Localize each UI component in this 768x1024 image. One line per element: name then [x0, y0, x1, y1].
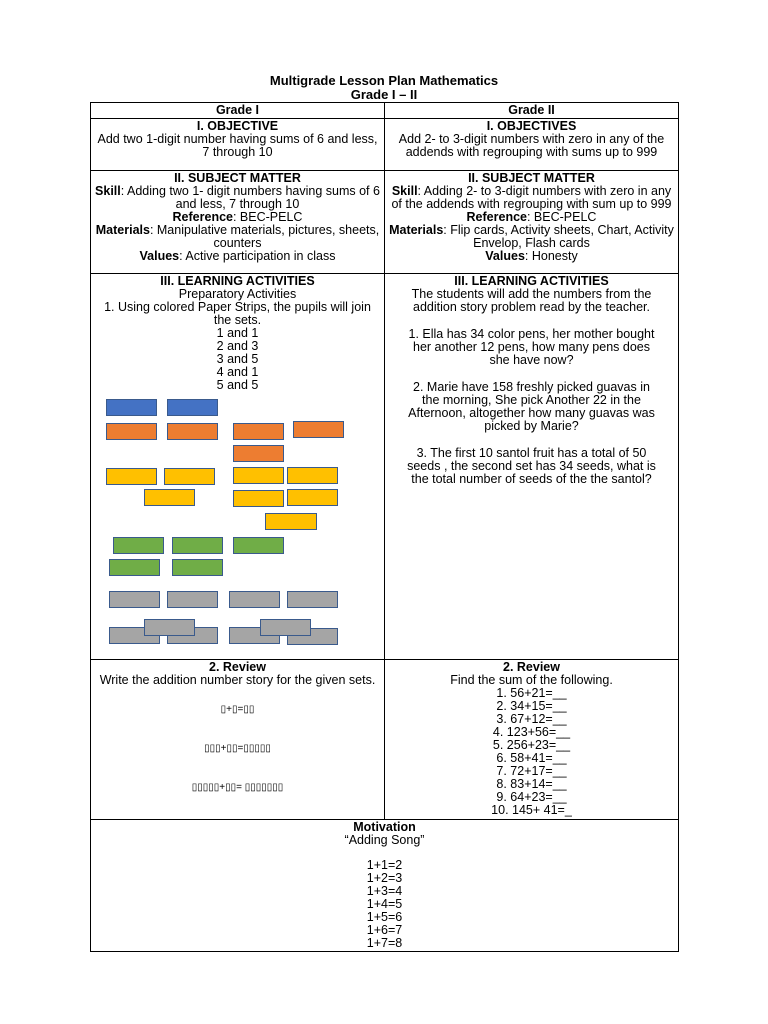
- motivation-heading: Motivation: [353, 820, 416, 834]
- green-strip: [172, 537, 223, 554]
- blue-strip: [106, 399, 157, 416]
- grade2-review-text: Find the sum of the following.: [450, 673, 613, 687]
- grade2-objective-text: Add 2- to 3-digit numbers with zero in any of the addends with regrouping with sums up to 999: [398, 132, 665, 159]
- grade2-subject-heading: II. SUBJECT MATTER: [468, 171, 595, 185]
- sum-item: 3. 67+12=__: [496, 712, 567, 726]
- grade2-reference: : BEC-PELC: [526, 210, 597, 224]
- yellow-strip: [164, 468, 215, 485]
- gray-strip: [167, 591, 218, 608]
- orange-strip: [106, 423, 157, 440]
- yellow-strip: [287, 467, 338, 484]
- song-line: 1+7=8: [366, 936, 403, 950]
- grade1-review-set-2: ▯▯▯+▯▯=▯▯▯▯▯: [204, 743, 271, 754]
- grade1-materials: : Manipulative materials, pictures, sheets, counters: [149, 223, 380, 250]
- song-line: 1+2=3: [366, 871, 403, 885]
- grade2-materials-label: Materials: [389, 223, 444, 237]
- grade2-skill: : Adding 2- to 3-digit numbers with zero in any of the addends with regrouping with sum up to 999: [391, 184, 672, 211]
- grade1-reference: : BEC-PELC: [232, 210, 303, 224]
- motivation-cell: [91, 820, 679, 952]
- sum-item: 9. 64+23=__: [496, 790, 567, 804]
- story-problem-1: 1. Ella has 34 color pens, her mother bought her another 12 pens, how many pens does she have now?: [408, 327, 655, 367]
- grade2-objective-cell: [385, 119, 679, 171]
- grade2-materials: : Flip cards, Activity sheets, Chart, Activity Envelop, Flash cards: [443, 223, 674, 250]
- grade2-learning-intro: The students will add the numbers from the addition story problem read by the teacher.: [411, 287, 652, 314]
- grade1-header: Grade I: [215, 103, 260, 117]
- grade2-values: : Honesty: [524, 249, 578, 263]
- song-line: 1+3=4: [366, 884, 403, 898]
- grade1-subject-cell: [91, 171, 385, 274]
- sum-item: 4. 123+56=__: [492, 725, 571, 739]
- sum-item: 6. 58+41=__: [496, 751, 567, 765]
- grade1-set-1: 1 and 1: [216, 326, 259, 340]
- orange-strip: [293, 421, 344, 438]
- song-line: 1+6=7: [366, 923, 403, 937]
- grade1-skill-label: Skill: [95, 184, 121, 198]
- grade1-set-4: 4 and 1: [216, 365, 259, 379]
- grade1-materials-label: Materials: [95, 223, 150, 237]
- grade2-learning-cell: [385, 274, 679, 660]
- sum-item: 5. 256+23=__: [492, 738, 571, 752]
- grade1-prep-instruction: 1. Using colored Paper Strips, the pupils will join the sets.: [104, 300, 371, 327]
- song-title: “Adding Song”: [344, 833, 425, 847]
- grade1-values: : Active participation in class: [179, 249, 336, 263]
- grade1-review-set-3: ▯▯▯▯▯+▯▯= ▯▯▯▯▯▯▯: [191, 782, 284, 793]
- gray-strip: [287, 591, 338, 608]
- gray-strip: [229, 591, 280, 608]
- grade2-header: Grade II: [508, 103, 555, 117]
- grade2-subject-cell: [385, 171, 679, 274]
- song-line: 1+4=5: [366, 897, 403, 911]
- paper-strips-illustration: [95, 392, 380, 654]
- gray-strip: [144, 619, 195, 636]
- green-strip: [109, 559, 160, 576]
- story-problem-list: [389, 328, 674, 486]
- yellow-strip: [287, 489, 338, 506]
- grade1-learning-cell: [91, 274, 385, 660]
- grade1-set-2: 2 and 3: [216, 339, 259, 353]
- grade1-objective-cell: [91, 119, 385, 171]
- green-strip: [233, 537, 284, 554]
- blue-strip: [167, 399, 218, 416]
- grade1-header-cell: [91, 103, 385, 119]
- yellow-strip: [233, 490, 284, 507]
- yellow-strip: [144, 489, 195, 506]
- document-title: Multigrade Lesson Plan Mathematics: [269, 73, 499, 88]
- grade2-skill-label: Skill: [391, 184, 418, 198]
- green-strip: [113, 537, 164, 554]
- song-line: 1+1=2: [366, 858, 403, 872]
- grade1-review-cell: [91, 660, 385, 820]
- grade1-reference-label: Reference: [172, 210, 233, 224]
- grade1-subject-heading: II. SUBJECT MATTER: [174, 171, 301, 185]
- grade1-objective-heading: I. OBJECTIVE: [196, 119, 279, 133]
- sum-item: 10. 145+ 41=_: [491, 803, 572, 817]
- sum-item: 2. 34+15=__: [496, 699, 567, 713]
- grade1-values-label: Values: [139, 249, 180, 263]
- lesson-plan-table: [90, 102, 679, 952]
- grade1-prep-title: Preparatory Activities: [178, 287, 297, 301]
- sum-exercise-list: [389, 687, 674, 817]
- grade1-skill: : Adding two 1- digit numbers having sums of 6 and less, 7 through 10: [120, 184, 380, 211]
- grade2-learning-heading: III. LEARNING ACTIVITIES: [454, 274, 609, 288]
- orange-strip: [167, 423, 218, 440]
- grade1-review-set-1: ▯+▯=▯▯: [220, 704, 255, 715]
- grade1-set-3: 3 and 5: [216, 352, 259, 366]
- orange-strip: [233, 445, 284, 462]
- gray-strip: [109, 591, 160, 608]
- sum-item: 8. 83+14=__: [496, 777, 567, 791]
- yellow-strip: [106, 468, 157, 485]
- grade2-header-cell: [385, 103, 679, 119]
- grade2-values-label: Values: [485, 249, 525, 263]
- grade1-set-5: 5 and 5: [216, 378, 259, 392]
- grade2-objective-heading: I. OBJECTIVES: [486, 119, 577, 133]
- sum-item: 1. 56+21=__: [496, 686, 567, 700]
- sum-item: 7. 72+17=__: [496, 764, 567, 778]
- grade1-objective-text: Add two 1-digit number having sums of 6 and less, 7 through 10: [97, 132, 378, 159]
- orange-strip: [233, 423, 284, 440]
- grade2-review-cell: [385, 660, 679, 820]
- story-problem-2: 2. Marie have 158 freshly picked guavas in the morning, She pick Another 22 in the Afternoon, altogether how many guavas was picked by Marie?: [408, 380, 655, 433]
- grade2-reference-label: Reference: [466, 210, 527, 224]
- yellow-strip: [265, 513, 317, 530]
- grade1-review-text: Write the addition number story for the given sets.: [99, 673, 376, 687]
- song-line: 1+5=6: [366, 910, 403, 924]
- grade1-learning-heading: III. LEARNING ACTIVITIES: [160, 274, 315, 288]
- grade2-review-heading: 2. Review: [503, 660, 560, 674]
- green-strip: [172, 559, 223, 576]
- document-subtitle: Grade I – II: [350, 87, 418, 102]
- story-problem-3: 3. The first 10 santol fruit has a total of 50 seeds , the second set has 34 seeds, what is the total number of seeds of the the santol?: [407, 446, 656, 486]
- grade1-review-heading: 2. Review: [209, 660, 266, 674]
- gray-strip: [260, 619, 311, 636]
- yellow-strip: [233, 467, 284, 484]
